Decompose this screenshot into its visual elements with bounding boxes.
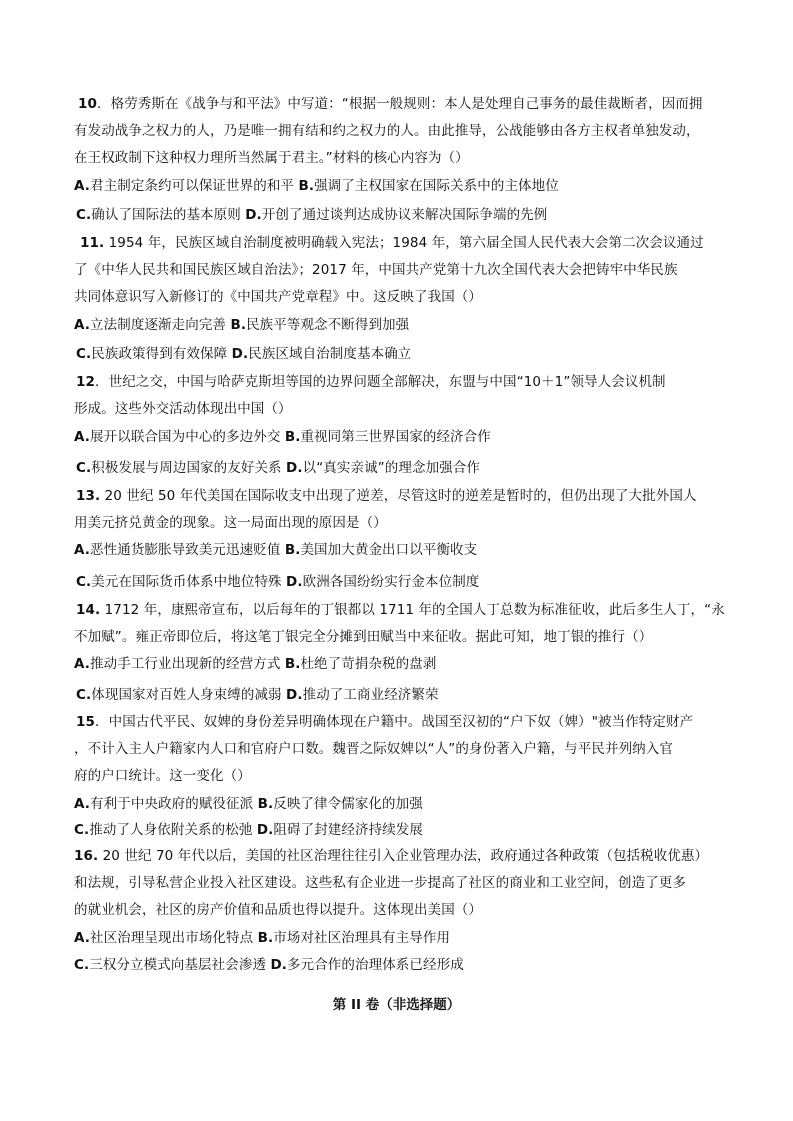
q13-stem-line-1: 13. 20 世纪 50 年代美国在国际收支中出现了逆差，尽管这时的逆差是暂时的，但仍出现了大批外国人 (76, 488, 697, 504)
q11-options-ab: A.立法制度逐渐走向完善 B.民族平等观念不断得到加强 (74, 317, 410, 333)
q12-stem-line-1: 12．世纪之交，中国与哈萨克斯坦等国的边界问题全部解决，东盟与中国“10＋1”领导人会议机制 (76, 374, 666, 390)
q12-options-ab: A.展开以联合国为中心的多边外交 B.重视同第三世界国家的经济合作 (74, 429, 491, 445)
q13-options-cd: C.美元在国际货币体系中地位特殊 D.欧洲各国纷纷实行金本位制度 (76, 574, 480, 590)
q14-stem-line-1: 14. 1712 年，康熙帝宣布，以后每年的丁银都以 1711 年的全国人丁总数为标准征收，此后多生人丁，“永 (76, 602, 725, 618)
q16-stem-line-3: 的就业机会，社区的房产价值和品质也得以提升。这体现出美国（） (74, 902, 482, 918)
q11-options-cd: C.民族政策得到有效保障 D.民族区域自治制度基本确立 (76, 346, 412, 362)
q14-options-ab: A.推动手工行业出现新的经营方式 B.杜绝了苛捐杂税的盘剥 (74, 656, 437, 672)
q11-stem-line-3: 共同体意识写入新修订的《中国共产党章程》中。这反映了我国（） (74, 289, 482, 305)
section-title: 第 II 卷（非选择题） (332, 997, 461, 1013)
q15-stem-line-1: 15．中国古代平民、奴婢的身份差异明确体现在户籍中。战国至汉初的“户下奴（婢）"被当作特定财产 (76, 714, 694, 730)
q15-options-ab: A.有利于中央政府的赋役征派 B.反映了律令儒家化的加强 (74, 796, 423, 812)
q10-stem-line-2: 有发动战争之权力的人，乃是唯一拥有结和约之权力的人。由此推导，公战能够由各方主权者单独发动， (74, 123, 700, 139)
q11-stem-line-1: 11. 1954 年，民族区域自治制度被明确载入宪法；1984 年，第六届全国人民代表大会第二次会议通过 (80, 235, 704, 251)
q12-stem-line-2: 形成。这些外交活动体现出中国（） (74, 401, 292, 417)
q16-options-cd: C.三权分立模式向基层社会渗透 D.多元合作的治理体系已经形成 (74, 957, 464, 973)
q10-options-cd: C.确认了国际法的基本原则 D.开创了通过谈判达成协议来解决国际争端的先例 (76, 207, 548, 223)
q16-options-ab: A.社区治理呈现出市场化特点 B.市场对社区治理具有主导作用 (74, 930, 451, 946)
q14-stem-line-2: 不加赋”。雍正帝即位后，将这笔丁银完全分摊到田赋当中来征收。据此可知，地丁银的推行（） (74, 629, 653, 645)
q13-options-ab: A.恶性通货膨胀导致美元迅速贬值 B.美国加大黄金出口以平衡收支 (74, 542, 478, 558)
q10-stem-line-1: 10．格劳秀斯在《战争与和平法》中写道：“根据一般规则：本人是处理自己事务的最佳裁断者，因而拥 (78, 96, 703, 112)
q12-options-cd: C.积极发展与周边国家的友好关系 D.以“真实亲诚”的理念加强合作 (76, 460, 480, 476)
q10-options-ab: A.君主制定条约可以保证世界的和平 B.强调了主权国家在国际关系中的主体地位 (74, 178, 559, 194)
q11-stem-line-2: 了《中华人民共和国民族区域自治法》；2017 年，中国共产党第十九次全国代表大会把铸牢中华民族 (74, 262, 678, 278)
q15-stem-line-3: 府的户口统计。这一变化（） (74, 768, 251, 784)
q14-options-cd: C.体现国家对百姓人身束缚的减弱 D.推动了工商业经济繁荣 (76, 687, 439, 703)
q16-stem-line-1: 16. 20 世纪 70 年代以后，美国的社区治理往往引入企业管理办法，政府通过各种政策（包括税收优惠） (74, 848, 709, 864)
q13-stem-line-2: 用美元挤兑黄金的现象。这一局面出现的原因是（） (74, 515, 387, 531)
q15-stem-line-2: ，不计入主人户籍家内人口和官府户口数。魏晋之际奴婢以“人”的身份著入户籍，与平民并列纳入官 (74, 741, 673, 757)
q10-stem-line-3: 在王权政制下这种权力理所当然属于君主。”材料的核心内容为（） (74, 150, 469, 166)
q15-options-cd: C.推动了人身依附关系的松弛 D.阻碍了封建经济持续发展 (74, 822, 423, 838)
q16-stem-line-2: 和法规，引导私营企业投入社区建设。这些私有企业进一步提高了社区的商业和工业空间，创造了更多 (74, 875, 686, 891)
